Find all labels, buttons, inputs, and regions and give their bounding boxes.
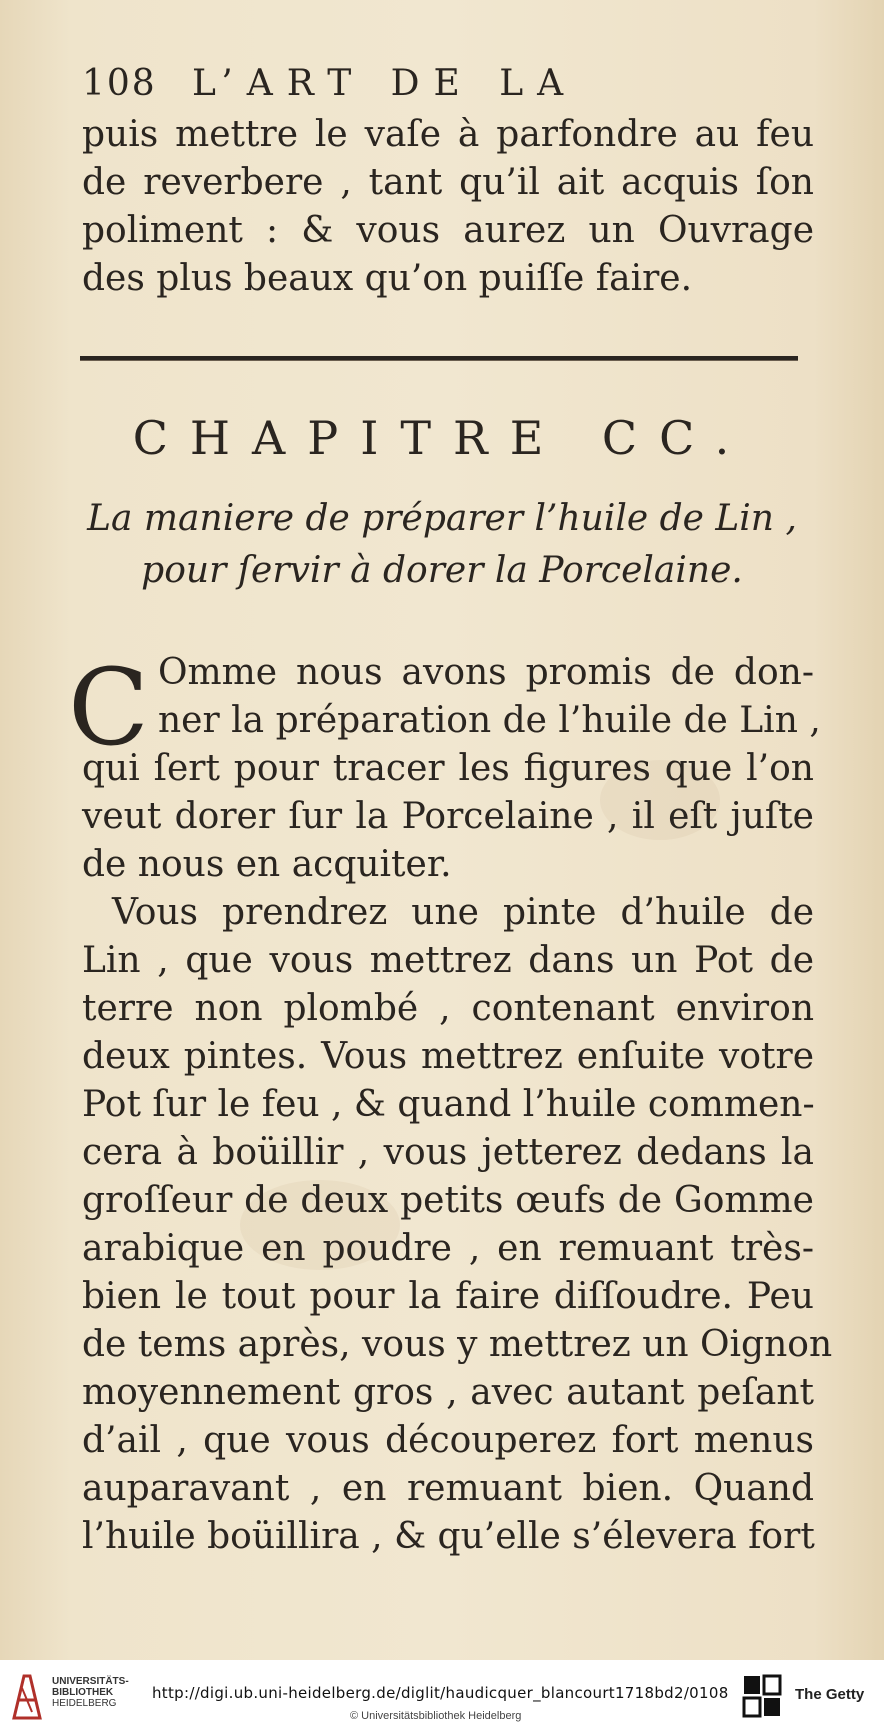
institution-line: BIBLIOTHEK: [52, 1687, 114, 1698]
running-title: L’ART DE LA: [192, 63, 578, 104]
text-line: puis mettre le vaſe à parfondre au feu: [82, 114, 814, 155]
text-line: de reverbere , tant qu’il ait acquis ſon: [82, 162, 814, 203]
permalink-url[interactable]: http://digi.ub.uni-heidelberg.de/diglit/haudicquer_blancourt1718bd2/0108: [152, 1684, 729, 1702]
institution-line: UNIVERSITÄTS-: [52, 1676, 129, 1687]
chapter-heading: CHAPITRE CC.: [132, 411, 752, 465]
text-line: bien le tout pour la faire diſſoudre. Peu: [82, 1276, 814, 1317]
drop-cap: C: [68, 646, 150, 769]
section-rule: [80, 356, 798, 361]
text-line: Omme nous avons promis de don-: [158, 652, 814, 693]
chapter-subtitle-line: La maniere de préparer l’huile de Lin ,: [87, 498, 797, 539]
text-line: Pot ſur le feu , & quand l’huile commen-: [82, 1084, 815, 1125]
text-line: auparavant , en remuant bien. Quand: [82, 1468, 814, 1509]
text-line: de tems après, vous y mettrez un Oignon: [82, 1324, 833, 1365]
text-line: Lin , que vous mettrez dans un Pot de: [82, 940, 814, 981]
university-seal-icon: [10, 1670, 44, 1722]
text-line: des plus beaux qu’on puiſſe faire.: [82, 258, 693, 299]
text-line: de nous en acquiter.: [82, 844, 452, 885]
institution-name: [52, 1676, 129, 1709]
text-line: l’huile boüillira , & qu’elle s’élevera fort: [82, 1516, 815, 1557]
text-line: qui ſert pour tracer les figures que l’on: [82, 748, 814, 789]
running-head: [82, 62, 824, 106]
text-line: deux pintes. Vous mettrez enſuite votre: [82, 1036, 814, 1077]
text-line: d’ail , que vous découperez fort menus: [82, 1420, 814, 1461]
text-line: Vous prendrez une pinte d’huile de: [112, 892, 814, 933]
viewer-footer: [0, 1660, 884, 1734]
text-line: groſſeur de deux petits œufs de Gomme: [82, 1180, 814, 1221]
text-line: arabique en poudre , en remuant très-: [82, 1228, 814, 1269]
partner-name: The Getty: [795, 1686, 865, 1703]
institution-line: HEIDELBERG: [52, 1698, 117, 1709]
text-line: poliment : & vous aurez un Ouvrage: [82, 210, 814, 251]
chapter-subtitle-line: pour ſervir à dorer la Porcelaine.: [141, 550, 743, 591]
copyright-notice: © Universitätsbibliothek Heidelberg: [350, 1710, 522, 1722]
text-line: cera à boüillir , vous jetterez dedans la: [82, 1132, 814, 1173]
getty-logo-icon: [742, 1674, 782, 1718]
text-line: ner la préparation de l’huile de Lin ,: [158, 700, 821, 741]
text-line: veut dorer ſur la Porcelaine , il eſt juſte: [82, 796, 814, 837]
text-line: terre non plombé , contenant environ: [82, 988, 814, 1029]
page-number: 108: [82, 63, 157, 104]
text-line: moyennement gros , avec autant peſant: [82, 1372, 814, 1413]
